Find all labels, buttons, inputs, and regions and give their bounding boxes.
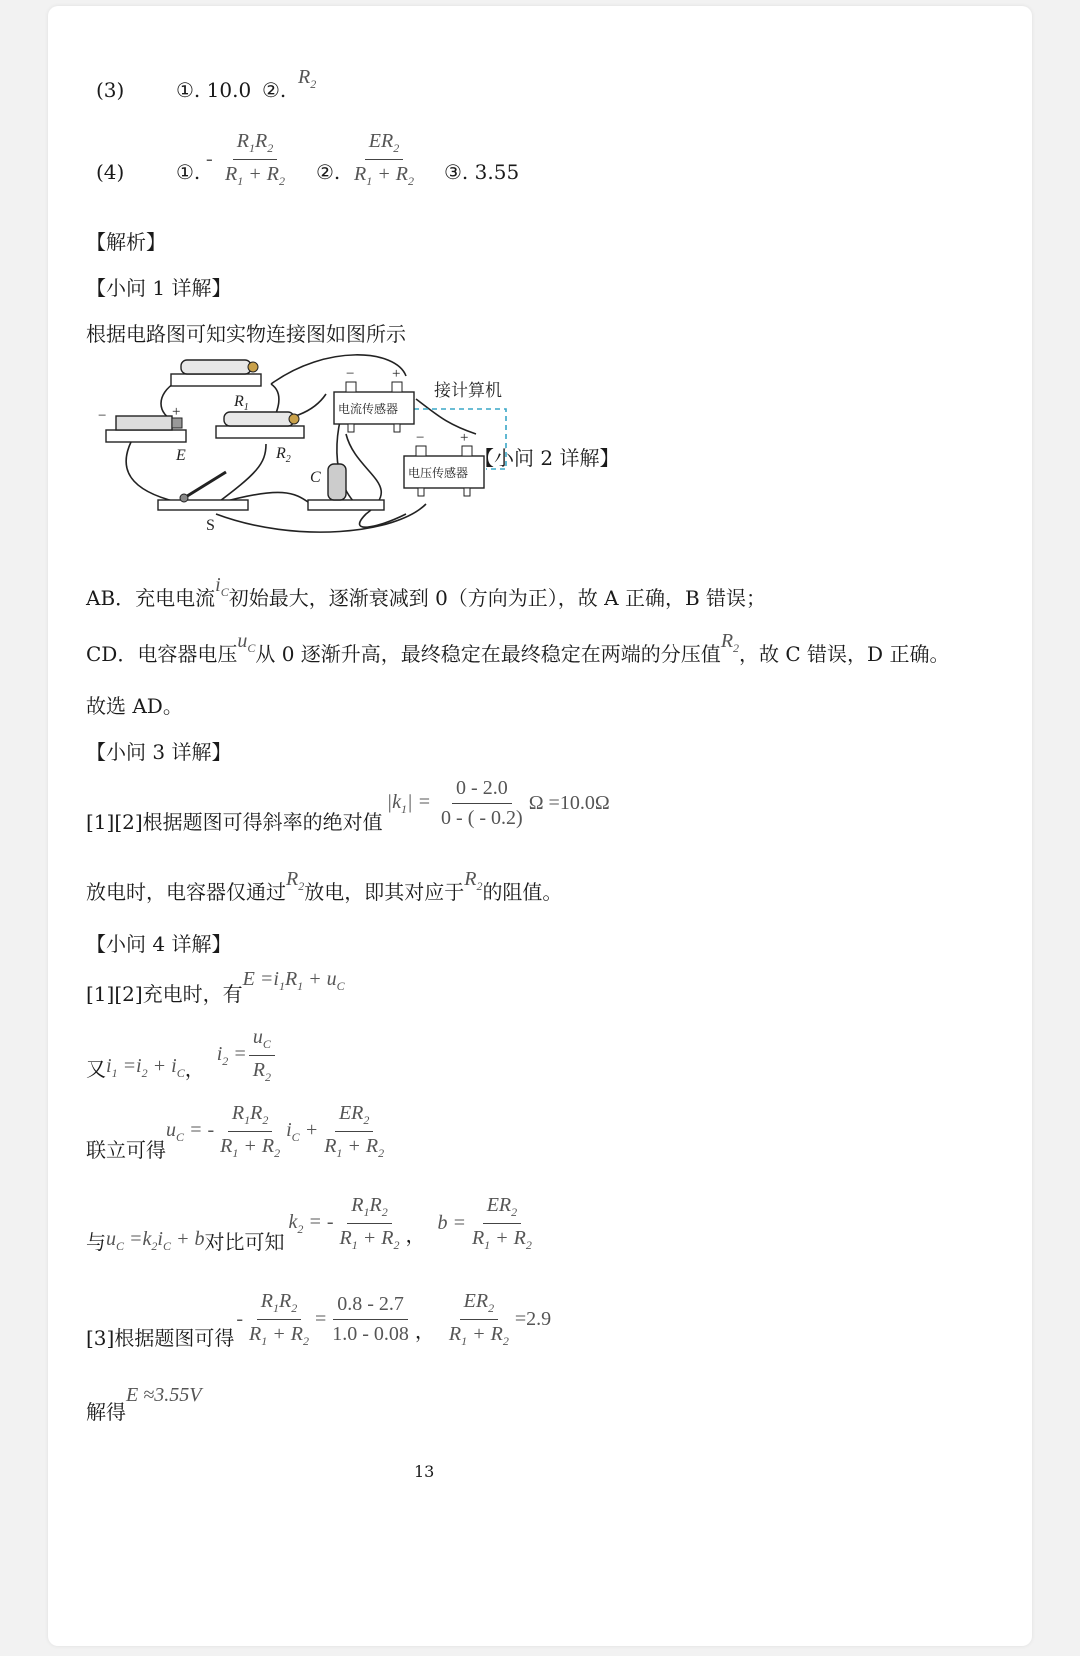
sub4-heading: 【小问 4 详解】 [86, 932, 232, 956]
sub3-line2: 放电时，电容器仅通过$R_2$放电，即其对应于$R_2$的阻值。 [86, 868, 563, 904]
conclusion: 故选 AD。 [86, 694, 183, 718]
sub1-text: 根据电路图可知实物连接图如图所示 [86, 322, 406, 346]
page-number: 13 [414, 1462, 435, 1481]
q4-answer-2-formula: $\frac{ER_2}{R_1 + R_2}$ [354, 130, 414, 188]
q3-label: (3) [96, 78, 125, 102]
q3-answer-1: ①. 10.0 [176, 78, 252, 102]
sub4-line2: 又 $i_1 =i_2 + i_C$ ， $i_2$ = $\frac{u_C}{R_2}$ [86, 1026, 277, 1085]
sub4-line4: 与 $u_C =k_2i_C + b$ 对比可知 $k_2$ = - $\frac{R_1R_2}{R_1 + R_2}$ ， b = $\frac{ER_2}{R_1 + R_2}$ [86, 1194, 532, 1254]
voltage-sensor-plus-sign: + [460, 430, 469, 446]
voltage-sensor-label: 电压传感器 [408, 466, 469, 480]
q4-label: (4) [96, 160, 125, 184]
sub2-heading: 【小问 2 详解】 [474, 446, 620, 470]
sub3-line1: [1][2]根据题图可得斜率的绝对值 $|k_1|$ = $\frac{0 - 2.0}{0 - ( - 0.2)}$ Ω =10.0Ω [86, 777, 610, 834]
resistor-r1 [171, 360, 261, 386]
current-sensor-label: 电流传感器 [338, 402, 399, 416]
sub4-line3: 联立可得 $u_C$ = - $\frac{R_1R_2}{R_1 + R_2}$ $i_C$ + $\frac{ER_2}{R_1 + R_2}$ [86, 1102, 385, 1162]
sub4-line1: [1][2]充电时，有$E =i_1R_1 + u_C$ [86, 968, 345, 1006]
r1-label: $R_1$ [234, 393, 249, 413]
cd-line: CD．电容器电压$u_C$从 0 逐渐升高，最终稳定在最终稳定在两端的分压值$R_2$，故 C 错误，D 正确。 [86, 630, 950, 666]
q3-r2: $R_2$ [298, 66, 317, 91]
q3-answer-2: ②. [262, 78, 287, 102]
voltage-sensor-minus-sign: − [416, 430, 425, 446]
resistor-r2 [216, 412, 304, 438]
sub1-heading: 【小问 1 详解】 [86, 276, 232, 300]
current-sensor-plus-sign: + [392, 366, 401, 382]
sub4-line6: 解得E ≈3.55V [86, 1384, 202, 1424]
q4-answer-1-marker: ①. [176, 160, 201, 184]
ab-line: AB．充电电流$i_C$初始最大，逐渐衰减到 0（方向为正），故 A 正确，B 错误； [86, 574, 767, 610]
analysis-heading: 【解析】 [86, 230, 166, 254]
q4-answer-1-formula: - $\frac{R_1R_2}{R_1 + R_2}$ [206, 130, 285, 188]
battery-plus-sign: + [172, 404, 181, 420]
document-page [48, 6, 1032, 1646]
r2-label: $R_2$ [276, 445, 291, 465]
sub4-line5: [3]根据题图可得 - $\frac{R_1R_2}{R_1 + R_2}$ = $\frac{0.8 - 2.7}{1.0 - 0.08}$ ， $\frac{ER_2}{R_1 + R_2}$ =2.9 [86, 1290, 552, 1350]
switch-s [158, 472, 248, 510]
e-label: E [176, 447, 186, 464]
s-label: S [206, 517, 215, 534]
current-sensor-minus-sign: − [346, 366, 355, 382]
q4-answer-3: ③. 3.55 [444, 160, 520, 184]
battery-minus-sign: − [98, 408, 107, 424]
q4-answer-2-marker: ②. [316, 160, 341, 184]
computer-label: 接计算机 [434, 381, 502, 401]
sub3-heading: 【小问 3 详解】 [86, 740, 232, 764]
c-label: C [310, 469, 321, 486]
